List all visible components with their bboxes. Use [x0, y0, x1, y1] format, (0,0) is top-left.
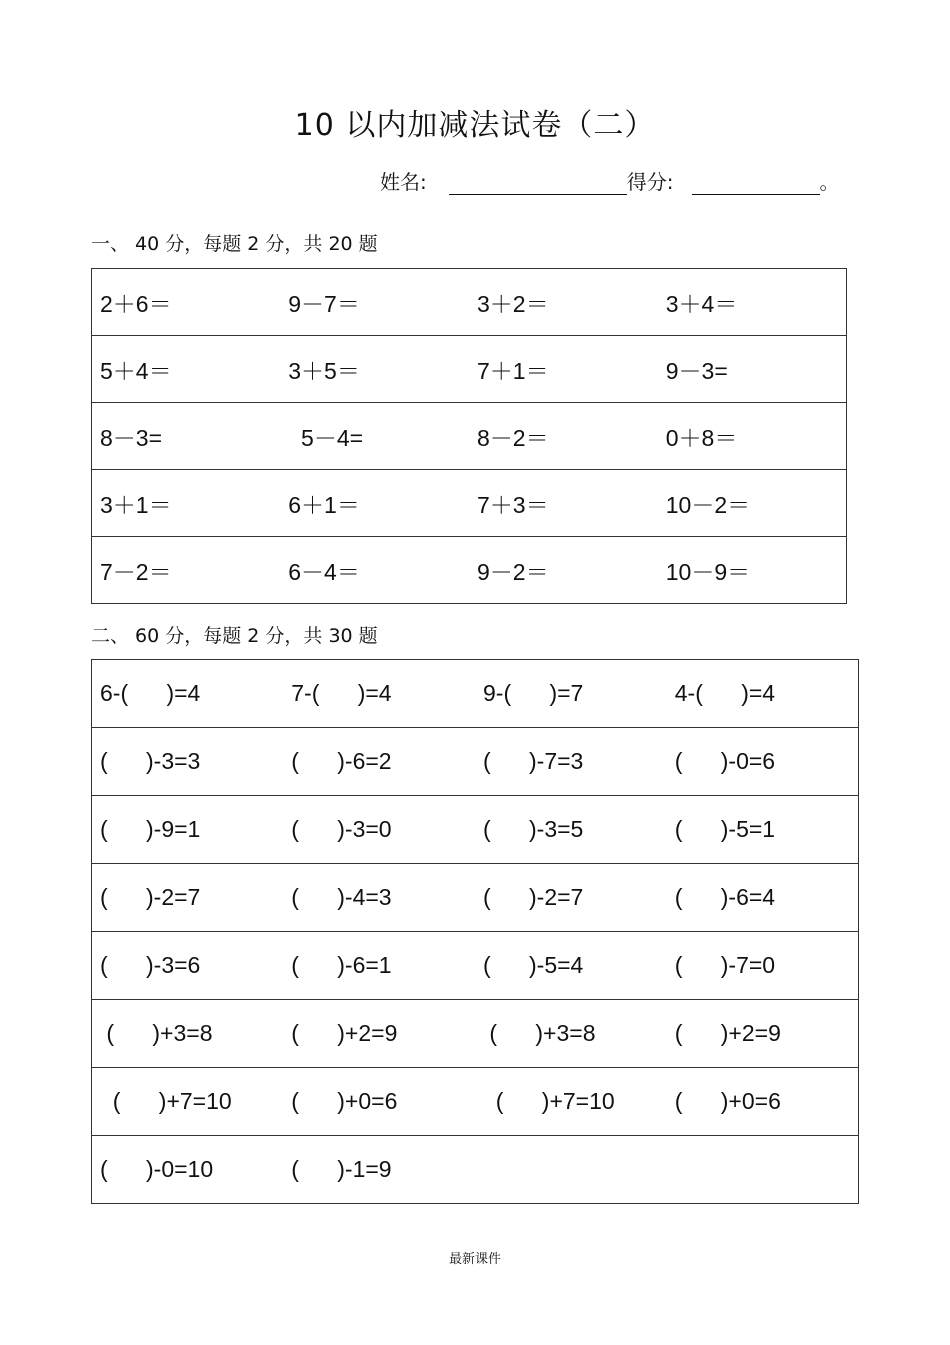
table-row — [92, 470, 847, 537]
problem-cell: ( )+0=6 — [667, 1068, 859, 1136]
problem-cell: 4-( )=4 — [667, 660, 859, 728]
problem-cell: 3＋1＝ — [92, 470, 281, 537]
name-label: 姓名: — [380, 170, 427, 194]
problem-cell: ( )-2=7 — [475, 864, 667, 932]
problem-cell: ( )-4=3 — [283, 864, 475, 932]
problem-cell: 3＋2＝ — [469, 269, 658, 336]
table-row — [92, 1136, 859, 1204]
table-row — [92, 660, 859, 728]
problem-cell: ( )-6=2 — [283, 728, 475, 796]
problem-cell: 10－2＝ — [658, 470, 847, 537]
section2-table — [91, 659, 859, 1204]
footer-text: 最新课件 — [448, 1252, 501, 1267]
problem-cell: ( )-7=3 — [475, 728, 667, 796]
problem-cell: 7＋3＝ — [469, 470, 658, 537]
problem-cell: 9-( )=7 — [475, 660, 667, 728]
problem-cell: 5－4= — [280, 403, 469, 470]
problem-cell: ( )-6=1 — [283, 932, 475, 1000]
table-row — [92, 1068, 859, 1136]
table-row — [92, 269, 847, 336]
problem-cell: ( )-9=1 — [92, 796, 284, 864]
problem-cell: ( )+3=8 — [475, 1000, 667, 1068]
problem-cell: 2＋6＝ — [92, 269, 281, 336]
table-row — [92, 403, 847, 470]
problem-cell: ( )-0=10 — [92, 1136, 284, 1204]
table-row — [92, 796, 859, 864]
problem-cell: ( )-3=5 — [475, 796, 667, 864]
problem-cell: ( )-1=9 — [283, 1136, 475, 1204]
problem-cell: 5＋4＝ — [92, 336, 281, 403]
table-row — [92, 1000, 859, 1068]
student-info — [380, 166, 840, 195]
problem-cell: 8－2＝ — [469, 403, 658, 470]
problem-cell: ( )-7=0 — [667, 932, 859, 1000]
problem-cell: 9－7＝ — [280, 269, 469, 336]
score-label: 得分: — [626, 170, 674, 194]
table-row — [92, 537, 847, 604]
section1-table — [91, 268, 847, 604]
problem-cell: 9－3= — [658, 336, 847, 403]
problem-cell: 7-( )=4 — [283, 660, 475, 728]
problem-cell: ( )+3=8 — [92, 1000, 284, 1068]
problem-cell: 9－2＝ — [469, 537, 658, 604]
problem-cell: ( )-5=4 — [475, 932, 667, 1000]
problem-cell — [667, 1136, 859, 1204]
table-row — [92, 864, 859, 932]
problem-cell: ( )-5=1 — [667, 796, 859, 864]
problem-cell: ( )+0=6 — [283, 1068, 475, 1136]
problem-cell: 7＋1＝ — [469, 336, 658, 403]
problem-cell: ( )+2=9 — [667, 1000, 859, 1068]
section2-label: 二、 60 分，每题 2 分，共 30 题 — [91, 625, 378, 647]
section1-label: 一、 40 分，每题 2 分，共 20 题 — [91, 233, 378, 255]
problem-cell: ( )+7=10 — [475, 1068, 667, 1136]
problem-cell: ( )+2=9 — [283, 1000, 475, 1068]
problem-cell: ( )-3=3 — [92, 728, 284, 796]
problem-cell: ( )+7=10 — [92, 1068, 284, 1136]
problem-cell: 6-( )=4 — [92, 660, 284, 728]
name-blank[interactable] — [449, 172, 627, 195]
problem-cell: ( )-3=6 — [92, 932, 284, 1000]
problem-cell: 10－9＝ — [658, 537, 847, 604]
problem-cell: 8－3= — [92, 403, 281, 470]
page-title: 10 以内加减法试卷（二） — [294, 108, 656, 143]
table-row — [92, 728, 859, 796]
table-row — [92, 932, 859, 1000]
problem-cell: 0＋8＝ — [658, 403, 847, 470]
problem-cell: 6－4＝ — [280, 537, 469, 604]
end-mark: 。 — [819, 170, 840, 194]
problem-cell: ( )-0=6 — [667, 728, 859, 796]
problem-cell — [475, 1136, 667, 1204]
problem-cell: 7－2＝ — [92, 537, 281, 604]
score-blank[interactable] — [692, 172, 820, 195]
problem-cell: ( )-2=7 — [92, 864, 284, 932]
problem-cell: 6＋1＝ — [280, 470, 469, 537]
problem-cell: ( )-6=4 — [667, 864, 859, 932]
table-row — [92, 336, 847, 403]
problem-cell: 3＋4＝ — [658, 269, 847, 336]
problem-cell: ( )-3=0 — [283, 796, 475, 864]
problem-cell: 3＋5＝ — [280, 336, 469, 403]
